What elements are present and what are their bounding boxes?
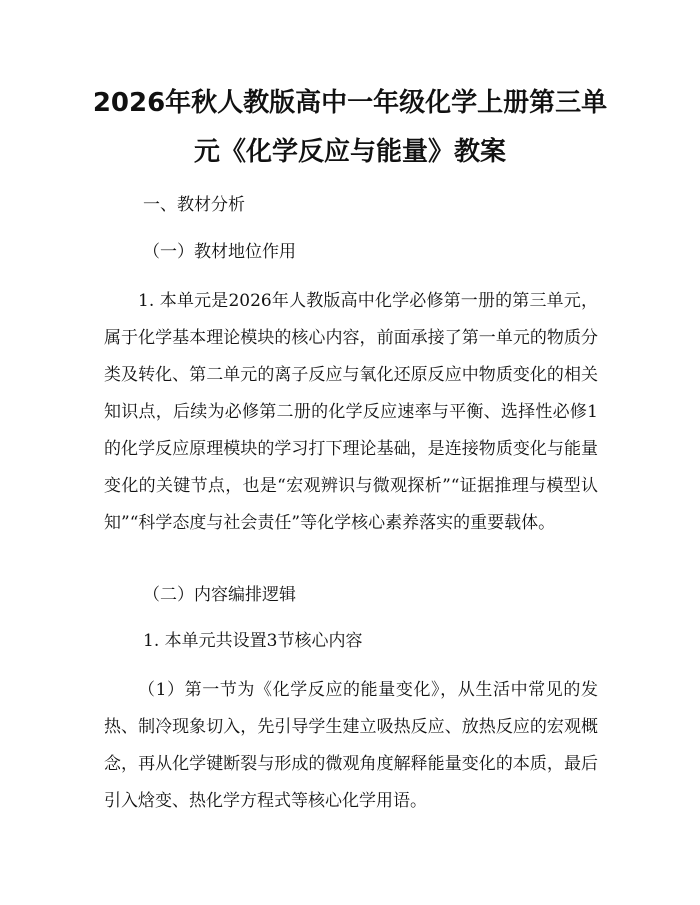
paragraph-section-one: （1）第一节为《化学反应的能量变化》，从生活中常见的发热、制冷现象切入，先引导学生建立吸热反应、放热反应的宏观概念，再从化学键断裂与形成的微观角度解释能量变化的本质，最后引入焓变、热化学方程式等核心化学用语。 xyxy=(104,680,598,811)
subsection-heading-textbook-position: （一）教材地位作用 xyxy=(143,242,296,262)
paragraph-unit-position: 1. 本单元是2026年人教版高中化学必修第一册的第三单元，属于化学基本理论模块的核心内容，前面承接了第一单元的物质分类及转化、第二单元的离子反应与氧化还原反应中物质变化的相关知识点，后续为必修第二册的化学反应速率与平衡、选择性必修1的化学反应原理模块的学习打下理论基础，是连接物质变化与能量变化的关键节点，也是“宏观辨识与微观探析”“证据推理与模型认知”“科学态度与社会责任”等化学核心素养落实的重要载体。 xyxy=(104,291,598,533)
list-item-core-sections: 1. 本单元共设置3节核心内容 xyxy=(143,631,363,651)
subsection-heading-content-logic: （二）内容编排逻辑 xyxy=(143,585,296,605)
document-title-line-2: 元《化学反应与能量》教案 xyxy=(193,137,506,167)
section-heading-textbook-analysis: 一、教材分析 xyxy=(143,195,245,215)
document-title-line-1: 2026年秋人教版高中一年级化学上册第三单 xyxy=(92,88,608,118)
